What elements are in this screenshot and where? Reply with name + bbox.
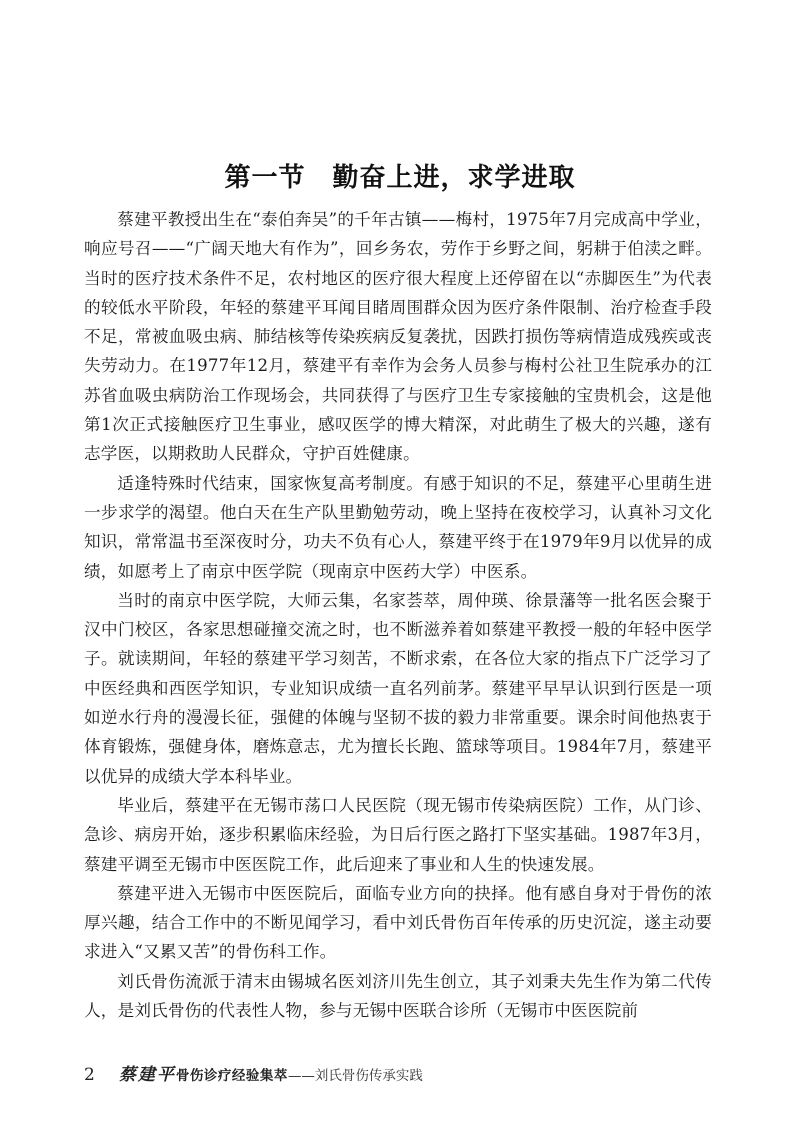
paragraph: 适逢特殊时代结束，国家恢复高考制度。有感于知识的不足，蔡建平心里萌生进一步求学的渴望。他白天在生产队里勤勉劳动，晚上坚持在夜校学习，认真补习文化知识，常常温书至深夜时分，功夫不负有心人，蔡建平终于在1979年9月以优异的成绩，如愿考上了南京中医学院（现南京中医药大学）中医系。: [84, 473, 712, 581]
section-title: 第一节 勤奋上进，求学进取: [224, 163, 576, 194]
book-subtitle: ——刘氏骨伤传承实践: [287, 1068, 423, 1084]
paragraph: 当时的南京中医学院，大师云集，名家荟萃，周仲瑛、徐景藩等一批名医会聚于汉中门校区，各家思想碰撞交流之时，也不断滋养着如蔡建平教授一般的年轻中医学子。就读期间，年轻的蔡建平学习刻苦，不断求索，在各位大家的指点下广泛学习了中医经典和西医学知识，专业知识成绩一直名列前茅。蔡建平早早认识到行医是一项如逆水行舟的漫漫长征，强健的体魄与坚韧不拔的毅力非常重要。课余时间他热衷于体育锻炼，强健身体，磨炼意志，尤为擅长长跑、篮球等项目。1984年7月，蔡建平以优异的成绩大学本科毕业。: [84, 590, 712, 786]
paragraph: 刘氏骨伤流派于清末由锡城名医刘济川先生创立，其子刘秉夫先生作为第二代传人，是刘氏骨伤的代表性人物，参与无锡中医联合诊所（无锡市中医医院前: [84, 971, 712, 1021]
body-text: [84, 205, 712, 1025]
paragraph: 蔡建平教授出生在“泰伯奔吴”的千年古镇——梅村，1975年7月完成高中学业，响应号召——“广阔天地大有作为”，回乡务农，劳作于乡野之间，躬耕于伯渎之畔。当时的医疗技术条件不足，农村地区的医疗很大程度上还停留在以“赤脚医生”为代表的较低水平阶段，年轻的蔡建平耳闻目睹周围群众因为医疗条件限制、治疗检查手段不足，常被血吸虫病、肺结核等传染疾病反复袭扰，因跌打损伤等病情造成残疾或丧失劳动力。在1977年12月，蔡建平有幸作为会务人员参与梅村公社卫生院承办的江苏省血吸虫病防治工作现场会，共同获得了与医疗卫生专家接触的宝贵机会，这是他第1次正式接触医疗卫生事业，感叹医学的博大精深，对此萌生了极大的兴趣，遂有志学医，以期救助人民群众，守护百姓健康。: [84, 210, 712, 464]
page-number: 2: [84, 1065, 95, 1085]
book-title-main: 蔡建平: [118, 1065, 176, 1085]
page-footer: [84, 1060, 423, 1086]
book-title-rest: 骨伤诊疗经验集萃: [175, 1068, 288, 1084]
paragraph: 蔡建平进入无锡市中医医院后，面临专业方向的抉择。他有感自身对于骨伤的浓厚兴趣，结合工作中的不断见闻学习，看中刘氏骨伤百年传承的历史沉淀，遂主动要求进入“又累又苦”的骨伤科工作。: [84, 883, 712, 962]
paragraph: 毕业后，蔡建平在无锡市荡口人民医院（现无锡市传染病医院）工作，从门诊、急诊、病房开始，逐步积累临床经验，为日后行医之路打下坚实基础。1987年3月，蔡建平调至无锡市中医医院工作，此后迎来了事业和人生的快速发展。: [84, 795, 712, 874]
